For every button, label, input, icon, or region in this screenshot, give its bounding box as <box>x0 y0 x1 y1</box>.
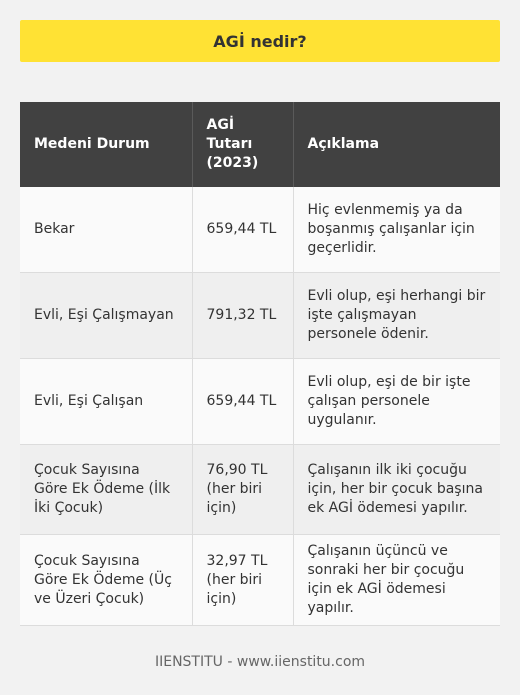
page-title-banner <box>20 20 500 62</box>
table-header-row <box>20 102 500 187</box>
table-row <box>20 359 500 445</box>
table-row <box>20 187 500 273</box>
cell-agi-amount: 791,32 TL <box>192 273 293 359</box>
agi-table <box>20 102 500 626</box>
column-header-marital-status: Medeni Durum <box>20 102 192 187</box>
cell-agi-amount: 659,44 TL <box>192 359 293 445</box>
footer-credit: IIENSTITU - www.iienstitu.com <box>154 654 366 670</box>
cell-marital-status: Çocuk Sayısına Göre Ek Ödeme (İlk İki Çocuk) <box>20 445 192 535</box>
cell-description: Evli olup, eşi herhangi bir işte çalışmayan personele ödenir. <box>293 273 500 359</box>
cell-description: Çalışanın üçüncü ve sonraki her bir çocuğu için ek AGİ ödemesi yapılır. <box>293 535 500 626</box>
table-row <box>20 535 500 626</box>
cell-description: Hiç evlenmemiş ya da boşanmış çalışanlar için geçerlidir. <box>293 187 500 273</box>
cell-agi-amount: 32,97 TL (her biri için) <box>192 535 293 626</box>
cell-marital-status: Evli, Eşi Çalışan <box>20 359 192 445</box>
cell-agi-amount: 76,90 TL (her biri için) <box>192 445 293 535</box>
page-title: AGİ nedir? <box>213 31 307 51</box>
cell-agi-amount: 659,44 TL <box>192 187 293 273</box>
cell-marital-status: Evli, Eşi Çalışmayan <box>20 273 192 359</box>
column-header-description: Açıklama <box>293 102 500 187</box>
cell-marital-status: Bekar <box>20 187 192 273</box>
cell-description: Evli olup, eşi de bir işte çalışan personele uygulanır. <box>293 359 500 445</box>
cell-description: Çalışanın ilk iki çocuğu için, her bir çocuk başına ek AGİ ödemesi yapılır. <box>293 445 500 535</box>
table-row <box>20 273 500 359</box>
cell-marital-status: Çocuk Sayısına Göre Ek Ödeme (Üç ve Üzeri Çocuk) <box>20 535 192 626</box>
table-row <box>20 445 500 535</box>
column-header-agi-amount: AGİ Tutarı (2023) <box>192 102 293 187</box>
